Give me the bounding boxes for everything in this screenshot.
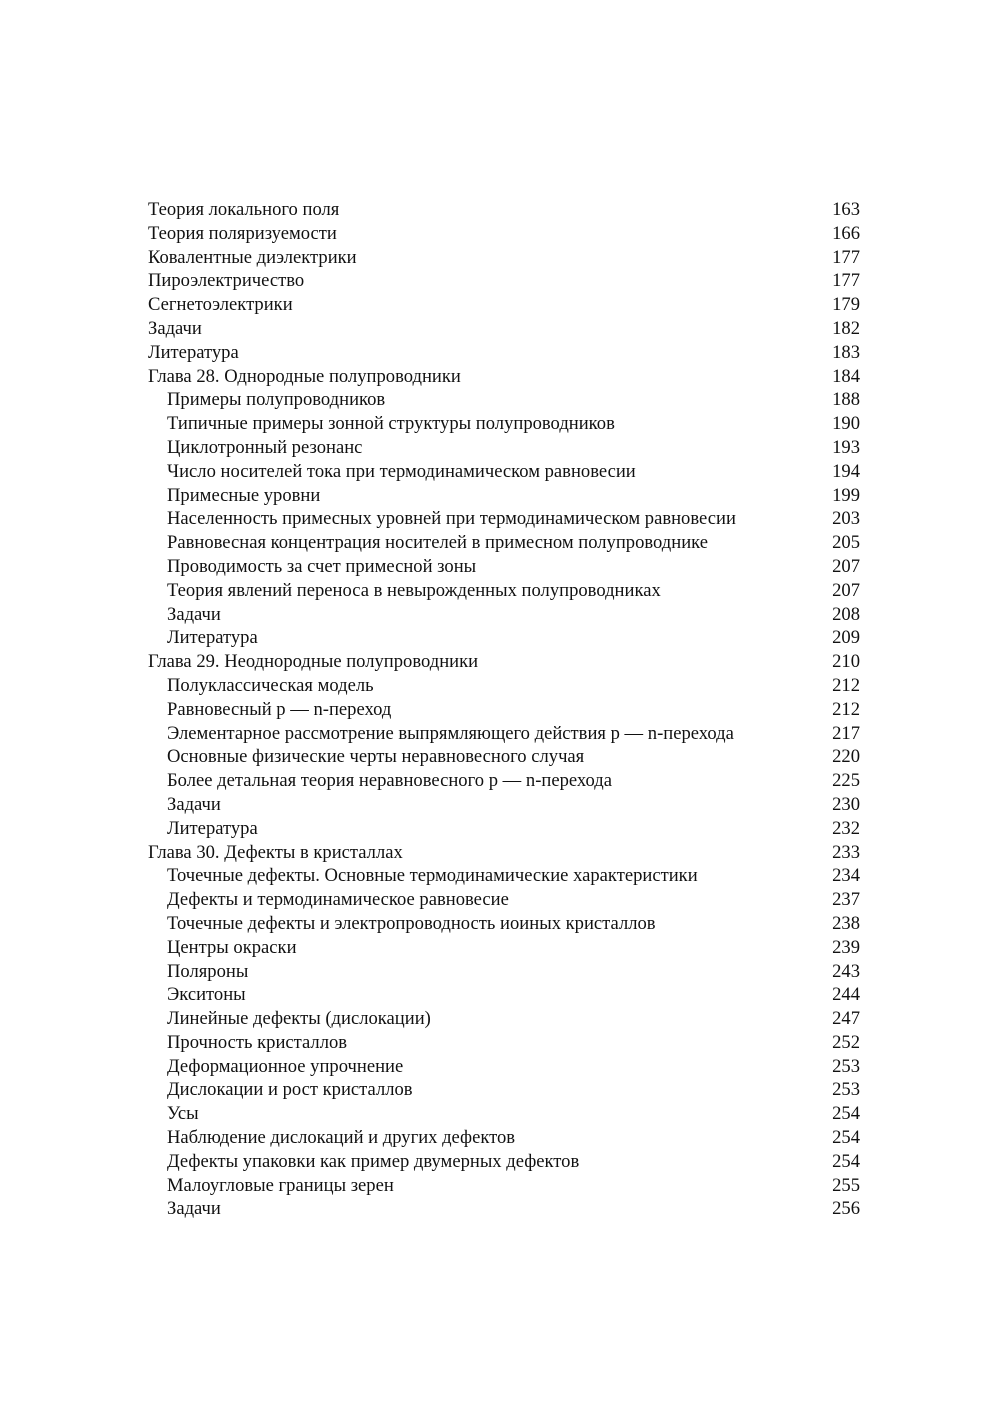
toc-entry-row[interactable]: [148, 1126, 860, 1150]
toc-entry-page-number: 253: [832, 1055, 860, 1077]
toc-entry-row[interactable]: [148, 484, 860, 508]
toc-chapter-row[interactable]: [148, 841, 860, 865]
toc-entry-title: Примеры полупроводников: [167, 389, 386, 411]
toc-entry-row[interactable]: [148, 293, 860, 317]
toc-entry-title: Теория локального поля: [148, 199, 340, 220]
toc-entry-page-number: 179: [832, 294, 860, 316]
toc-entry-page-number: 212: [832, 674, 860, 696]
toc-entry-page-number: 238: [832, 912, 860, 934]
toc-entry-row[interactable]: [148, 1078, 860, 1102]
toc-entry-title: Глава 28. Однородные полупроводники: [148, 365, 461, 387]
toc-entry-row[interactable]: [148, 698, 860, 722]
toc-entry-title: Проводимость за счет примесной зоны: [167, 555, 477, 577]
toc-entry-page-number: 163: [832, 199, 860, 220]
toc-entry-page-number: 166: [832, 222, 860, 244]
toc-entry-title: Глава 30. Дефекты в кристаллах: [148, 841, 403, 863]
toc-entry-page-number: 252: [832, 1031, 860, 1053]
toc-entry-title: Число носителей тока при термодинамическом равновесии: [167, 460, 636, 482]
toc-entry-row[interactable]: [148, 412, 860, 436]
toc-entry-title: Равновесная концентрация носителей в примесном полупроводнике: [167, 532, 708, 554]
toc-entry-title: Наблюдение дислокаций и других дефектов: [167, 1127, 516, 1149]
toc-entry-page-number: 199: [832, 484, 860, 506]
toc-entry-page-number: 237: [832, 889, 860, 911]
toc-entry-row[interactable]: [148, 888, 860, 912]
toc-entry-page-number: 207: [832, 579, 860, 601]
toc-entry-title: Дефекты и термодинамическое равновесие: [167, 889, 509, 911]
toc-entry-page-number: 207: [832, 555, 860, 577]
toc-entry-title: Литература: [148, 341, 239, 363]
toc-entry-row[interactable]: [148, 555, 860, 579]
toc-entry-title: Точечные дефекты и электропроводность иоиных кристаллов: [167, 912, 656, 934]
toc-entry-page-number: 190: [832, 413, 860, 435]
toc-entry-row[interactable]: [148, 579, 860, 603]
toc-entry-page-number: 239: [832, 936, 860, 958]
toc-entry-title: Экситоны: [167, 984, 246, 1006]
toc-entry-page-number: 256: [832, 1198, 860, 1220]
toc-entry-row[interactable]: [148, 626, 860, 650]
toc-entry-row[interactable]: [148, 269, 860, 293]
toc-entry-row[interactable]: [148, 1174, 860, 1198]
toc-entry-page-number: 194: [832, 460, 860, 482]
table-of-contents: [148, 198, 860, 1221]
toc-entry-row[interactable]: [148, 198, 860, 222]
toc-entry-row[interactable]: [148, 817, 860, 841]
toc-entry-row[interactable]: [148, 1007, 860, 1031]
toc-entry-page-number: 212: [832, 698, 860, 720]
toc-entry-row[interactable]: [148, 1150, 860, 1174]
toc-entry-title: Задачи: [167, 603, 221, 625]
toc-entry-row[interactable]: [148, 507, 860, 531]
toc-entry-row[interactable]: [148, 864, 860, 888]
toc-entry-page-number: 230: [832, 793, 860, 815]
toc-entry-row[interactable]: [148, 388, 860, 412]
toc-entry-title: Точечные дефекты. Основные термодинамические характеристики: [167, 865, 698, 887]
toc-entry-title: Примесные уровни: [167, 484, 321, 506]
toc-entry-title: Теория поляризуемости: [148, 222, 337, 244]
toc-entry-page-number: 244: [832, 984, 860, 1006]
toc-entry-row[interactable]: [148, 531, 860, 555]
toc-entry-title: Задачи: [167, 793, 221, 815]
toc-entry-title: Типичные примеры зонной структуры полупроводников: [167, 413, 615, 435]
toc-entry-row[interactable]: [148, 912, 860, 936]
toc-entry-page-number: 234: [832, 865, 860, 887]
toc-entry-title: Основные физические черты неравновесного случая: [167, 746, 585, 768]
toc-entry-row[interactable]: [148, 722, 860, 746]
toc-entry-page-number: 220: [832, 746, 860, 768]
toc-entry-row[interactable]: [148, 222, 860, 246]
toc-entry-title: Более детальная теория неравновесного p — n-перехода: [167, 770, 612, 792]
toc-entry-row[interactable]: [148, 793, 860, 817]
toc-entry-page-number: 182: [832, 317, 860, 339]
toc-entry-page-number: 254: [832, 1127, 860, 1149]
toc-entry-title: Линейные дефекты (дислокации): [167, 1008, 431, 1030]
toc-entry-title: Усы: [167, 1103, 199, 1125]
toc-entry-title: Центры окраски: [167, 936, 297, 958]
toc-entry-page-number: 203: [832, 508, 860, 530]
toc-entry-page-number: 183: [832, 341, 860, 363]
toc-entry-page-number: 210: [832, 651, 860, 673]
toc-entry-row[interactable]: [148, 1102, 860, 1126]
toc-entry-page-number: 184: [832, 365, 860, 387]
toc-entry-title: Поляроны: [167, 960, 249, 982]
toc-entry-page-number: 217: [832, 722, 860, 744]
toc-entry-title: Элементарное рассмотрение выпрямляющего действия p — n-перехода: [167, 722, 734, 744]
toc-entry-row[interactable]: [148, 436, 860, 460]
toc-entry-row[interactable]: [148, 745, 860, 769]
toc-entry-page-number: 177: [832, 246, 860, 268]
toc-entry-row[interactable]: [148, 1031, 860, 1055]
toc-entry-title: Дефекты упаковки как пример двумерных дефектов: [167, 1150, 580, 1172]
toc-entry-page-number: 233: [832, 841, 860, 863]
toc-entry-page-number: 209: [832, 627, 860, 649]
toc-entry-title: Задачи: [167, 1198, 221, 1220]
toc-entry-page-number: 243: [832, 960, 860, 982]
toc-entry-row[interactable]: [148, 341, 860, 365]
toc-entry-title: Теория явлений переноса в невырожденных полупроводниках: [167, 579, 661, 601]
toc-entry-title: Глава 29. Неоднородные полупроводники: [148, 651, 479, 673]
toc-entry-page-number: 205: [832, 532, 860, 554]
toc-entry-title: Литература: [167, 817, 258, 839]
toc-entry-title: Населенность примесных уровней при термодинамическом равновесии: [167, 508, 736, 530]
toc-entry-title: Пироэлектричество: [148, 270, 305, 292]
toc-entry-title: Сегнетоэлектрики: [148, 294, 293, 316]
toc-entry-title: Литература: [167, 627, 258, 649]
toc-entry-title: Дислокации и рост кристаллов: [167, 1079, 413, 1101]
toc-entry-row[interactable]: [148, 936, 860, 960]
toc-entry-page-number: 247: [832, 1008, 860, 1030]
toc-entry-title: Малоугловые границы зерен: [167, 1174, 394, 1196]
toc-chapter-row[interactable]: [148, 650, 860, 674]
toc-entry-row[interactable]: [148, 769, 860, 793]
toc-entry-title: Равновесный p — n-переход: [167, 698, 392, 720]
toc-entry-title: Циклотронный резонанс: [167, 436, 363, 458]
toc-entry-page-number: 254: [832, 1150, 860, 1172]
toc-entry-page-number: 225: [832, 770, 860, 792]
toc-entry-title: Прочность кристаллов: [167, 1031, 348, 1053]
toc-entry-page-number: 177: [832, 270, 860, 292]
toc-chapter-row[interactable]: [148, 365, 860, 389]
toc-entry-title: Ковалентные диэлектрики: [148, 246, 357, 268]
toc-entry-page-number: 253: [832, 1079, 860, 1101]
toc-entry-title: Деформационное упрочнение: [167, 1055, 404, 1077]
toc-entry-page-number: 254: [832, 1103, 860, 1125]
toc-entry-title: Задачи: [148, 317, 202, 339]
toc-entry-row[interactable]: [148, 1197, 860, 1221]
toc-entry-page-number: 208: [832, 603, 860, 625]
toc-entry-page-number: 188: [832, 389, 860, 411]
toc-entry-row[interactable]: [148, 960, 860, 984]
toc-entry-row[interactable]: [148, 983, 860, 1007]
toc-entry-row[interactable]: [148, 246, 860, 270]
toc-entry-row[interactable]: [148, 1055, 860, 1079]
toc-entry-row[interactable]: [148, 460, 860, 484]
toc-entry-page-number: 232: [832, 817, 860, 839]
toc-entry-row[interactable]: [148, 317, 860, 341]
toc-entry-page-number: 255: [832, 1174, 860, 1196]
toc-entry-row[interactable]: [148, 674, 860, 698]
toc-entry-title: Полуклассическая модель: [167, 674, 374, 696]
toc-entry-page-number: 193: [832, 436, 860, 458]
toc-entry-row[interactable]: [148, 603, 860, 627]
